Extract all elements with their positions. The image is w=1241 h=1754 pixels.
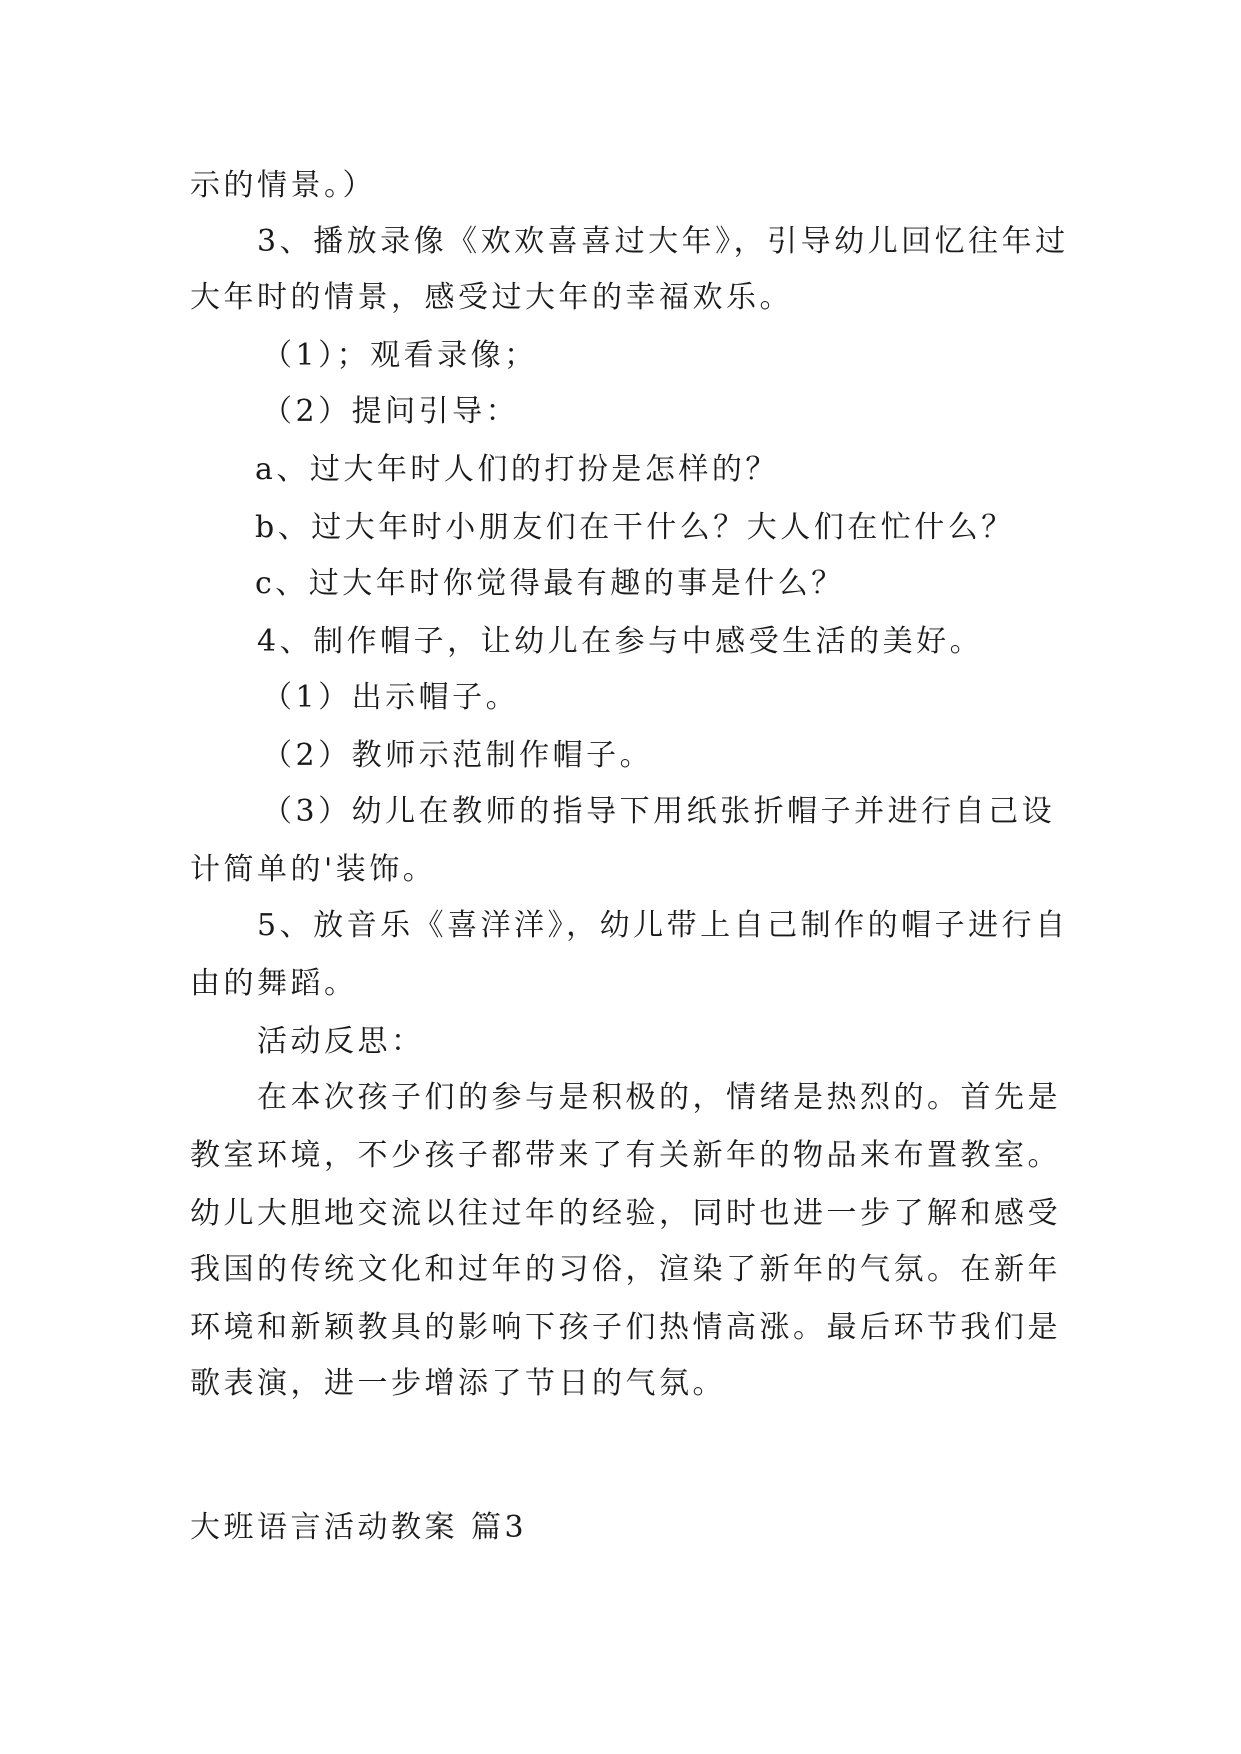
- text-line: 3、播放录像《欢欢喜喜过大年》，引导幼儿回忆往年过: [257, 224, 1069, 259]
- text-line: 4、制作帽子，让幼儿在参与中感受生活的美好。: [257, 624, 984, 659]
- text-line: （1）；观看录像；: [262, 338, 538, 373]
- section-heading: 大班语言活动教案 篇3: [190, 1510, 528, 1545]
- text-line: （1）出示帽子。: [262, 680, 520, 715]
- text-line: 活动反思：: [257, 1024, 425, 1059]
- text-line: （3）幼儿在教师的指导下用纸张折帽子并进行自己设: [262, 794, 1056, 829]
- text-line: 教室环境，不少孩子都带来了有关新年的物品来布置教室。: [190, 1138, 1061, 1173]
- text-line: 在本次孩子们的参与是积极的，情绪是热烈的。首先是: [257, 1080, 1061, 1115]
- text-line: 环境和新颖教具的影响下孩子们热情高涨。最后环节我们是: [190, 1310, 1061, 1345]
- text-line: 由的舞蹈。: [190, 966, 358, 1001]
- text-line: 我国的传统文化和过年的习俗，渲染了新年的气氛。在新年: [190, 1252, 1061, 1287]
- text-line: c、过大年时你觉得最有趣的事是什么？: [255, 566, 845, 601]
- text-line: 计简单的'装饰。: [190, 852, 437, 887]
- text-line: a、过大年时人们的打扮是怎样的？: [255, 452, 779, 487]
- text-line: 幼儿大胆地交流以往过年的经验，同时也进一步了解和感受: [190, 1196, 1061, 1231]
- text-line: （2）提问引导：: [262, 394, 520, 429]
- text-line: （2）教师示范制作帽子。: [262, 738, 654, 773]
- text-line: 示的情景。）: [190, 168, 376, 203]
- text-line: 歌表演，进一步增添了节日的气氛。: [190, 1366, 726, 1401]
- text-line: 5、放音乐《喜洋洋》，幼儿带上自己制作的帽子进行自: [257, 908, 1069, 943]
- text-line: b、过大年时小朋友们在干什么？大人们在忙什么？: [255, 510, 1015, 545]
- text-line: 大年时的情景，感受过大年的幸福欢乐。: [190, 280, 793, 315]
